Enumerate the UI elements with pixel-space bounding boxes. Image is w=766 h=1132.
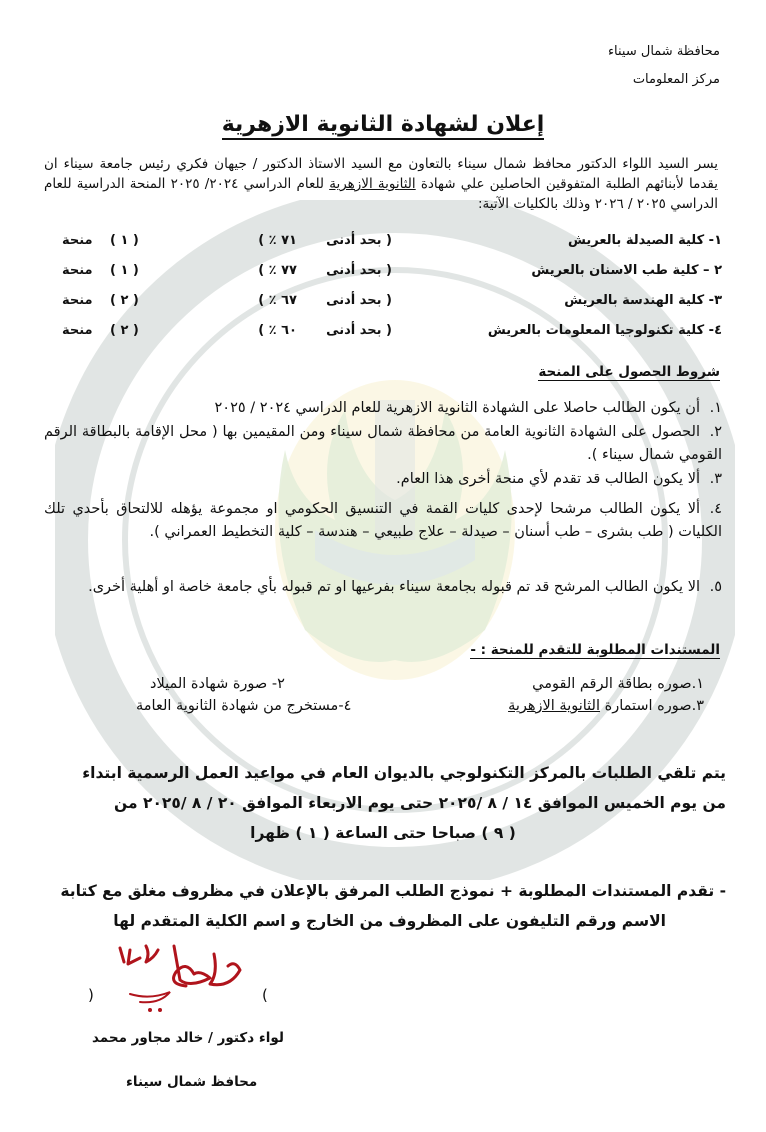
signatory-position: محافظ شمال سيناء <box>126 1074 258 1090</box>
intro-part-2: للعام الدراسي ٢٠٢٤/ ٢٠٢٥ المنحة الدراسية للعام الدراسي ٢٠٢٥ / ٢٠٢٦ وذلك بالكليات الآتية: <box>44 176 718 212</box>
submission-line-1: - تقدم المستندات المطلوبة + نموذج الطلب المرفق بالإعلان في مظروف مغلق مع كتابة <box>60 882 726 900</box>
document-birth-certificate: ٢- صورة شهادة الميلاد <box>150 676 285 692</box>
condition-item <box>44 576 722 599</box>
minimum-label: ( بحد أدنى <box>326 293 392 308</box>
handwritten-signature <box>90 940 280 1020</box>
document-national-id: ١.صوره بطاقة الرقم القومي <box>532 676 704 692</box>
signature-bracket-open: ( <box>88 986 94 1004</box>
condition-number: ٥. <box>709 579 722 595</box>
condition-text: الا يكون الطالب المرشح قد تم قبوله بجامعة سيناء بفرعيها او تم قبوله بأي جامعة خاصة او أهلية أخرى. <box>88 579 700 595</box>
condition-number: ٤. <box>709 501 722 517</box>
faculty-row <box>40 263 722 283</box>
condition-number: ١. <box>709 400 722 416</box>
minimum-label: ( بحد أدنى <box>326 233 392 248</box>
condition-text: أن يكون الطالب حاصلا على الشهادة الثانوية الازهرية للعام الدراسي ٢٠٢٤ / ٢٠٢٥ <box>214 400 700 416</box>
conditions-heading-text: شروط الحصول على المنحة <box>538 364 720 380</box>
faculty-row <box>40 233 722 253</box>
signature-bracket-close: ) <box>262 986 268 1004</box>
scholarship-unit: منحة <box>62 323 93 338</box>
document-azhar-form-underlined: الثانوية الازهرية <box>508 698 601 714</box>
document-azhar-form <box>508 698 704 714</box>
signatory-name: لواء دكتور / خالد مجاور محمد <box>92 1030 284 1046</box>
scholarship-count: ( ٢ ) <box>110 293 139 308</box>
condition-item <box>44 397 722 420</box>
conditions-heading <box>538 364 720 380</box>
faculty-row <box>40 323 722 343</box>
submission-line-2: الاسم ورقم التليفون على المظروف من الخارج و اسم الكلية المتقدم لها <box>113 912 666 930</box>
notice-line-1: يتم تلقي الطلبات بالمركز التكنولوجي بالديوان العام في مواعيد العمل الرسمية ابتداء <box>82 764 726 782</box>
faculty-name: ٤- كلية تكنولوجيا المعلومات بالعريش <box>487 323 722 338</box>
scholarship-unit: منحة <box>62 233 93 248</box>
faculty-name: ١- كلية الصيدلة بالعريش <box>567 233 722 248</box>
intro-underlined: الثانوية الازهرية <box>329 176 416 192</box>
scholarship-count: ( ١ ) <box>110 263 139 278</box>
notice-line-2: من يوم الخميس الموافق ١٤ / ٨ /٢٠٢٥ حتى يوم الاربعاء الموافق ٢٠ / ٨ /٢٠٢٥ من <box>114 794 726 812</box>
condition-text: الحصول على الشهادة الثانوية العامة من محافظة شمال سيناء ومن المقيمين بها ( محل الإقامة بالبطاقة الرقم القومي شمال سيناء ). <box>44 424 722 463</box>
minimum-percentage: ٦٧ ٪ ) <box>258 293 297 308</box>
scholarship-unit: منحة <box>62 293 93 308</box>
page-title <box>0 112 766 137</box>
documents-heading <box>470 642 720 658</box>
documents-heading-text: المستندات المطلوبة للتقدم للمنحة : - <box>470 642 720 658</box>
condition-text: ألا يكون الطالب قد تقدم لأي منحة أخرى هذا العام. <box>396 471 700 487</box>
information-center-name: مركز المعلومات <box>632 72 720 87</box>
faculty-name: ٣- كلية الهندسة بالعريش <box>564 293 722 308</box>
minimum-percentage: ٦٠ ٪ ) <box>258 323 297 338</box>
condition-item <box>44 498 722 544</box>
page-title-text: إعلان لشهادة الثانوية الازهرية <box>222 112 545 140</box>
notice-line-3: ( ٩ ) صباحا حتى الساعة ( ١ ) ظهرا <box>250 824 516 842</box>
notice-paragraph <box>40 758 726 848</box>
document-azhar-form-prefix: ٣.صوره استمارة <box>600 698 704 714</box>
scholarship-unit: منحة <box>62 263 93 278</box>
minimum-percentage: ٧٧ ٪ ) <box>258 263 297 278</box>
minimum-percentage: ٧١ ٪ ) <box>258 233 297 248</box>
submission-paragraph <box>40 876 726 936</box>
faculty-name: ٢ – كلية طب الاسنان بالعريش <box>531 263 722 278</box>
faculty-row <box>40 293 722 313</box>
minimum-label: ( بحد أدنى <box>326 323 392 338</box>
scholarship-count: ( ١ ) <box>110 233 139 248</box>
condition-number: ٢. <box>709 424 722 440</box>
scholarship-count: ( ٢ ) <box>110 323 139 338</box>
condition-item <box>44 421 722 467</box>
document-general-secondary-extract: ٤-مستخرج من شهادة الثانوية العامة <box>136 698 352 714</box>
minimum-label: ( بحد أدنى <box>326 263 392 278</box>
governorate-name: محافظة شمال سيناء <box>607 44 720 59</box>
intro-part-1: يسر السيد اللواء الدكتور محافظ شمال سيناء بالتعاون مع السيد الاستاذ الدكتور / جيهان فكري رئيس جامعة سيناء ان يقدما لأبنائهم الطلبة المتفوقين الحاصلين علي شهادة <box>44 156 719 192</box>
intro-paragraph <box>44 154 718 214</box>
condition-text: ألا يكون الطالب مرشحا لإحدى كليات القمة في التنسيق الحكومي او مجموعة يؤهله للالتحاق بأحدي تلك الكليات ( طب بشرى – طب أسنان – صيدلة – علاج طبيعي – هندسة – كلية التخطيط العمراني ). <box>44 501 722 540</box>
condition-item <box>44 468 722 491</box>
condition-number: ٣. <box>709 471 722 487</box>
